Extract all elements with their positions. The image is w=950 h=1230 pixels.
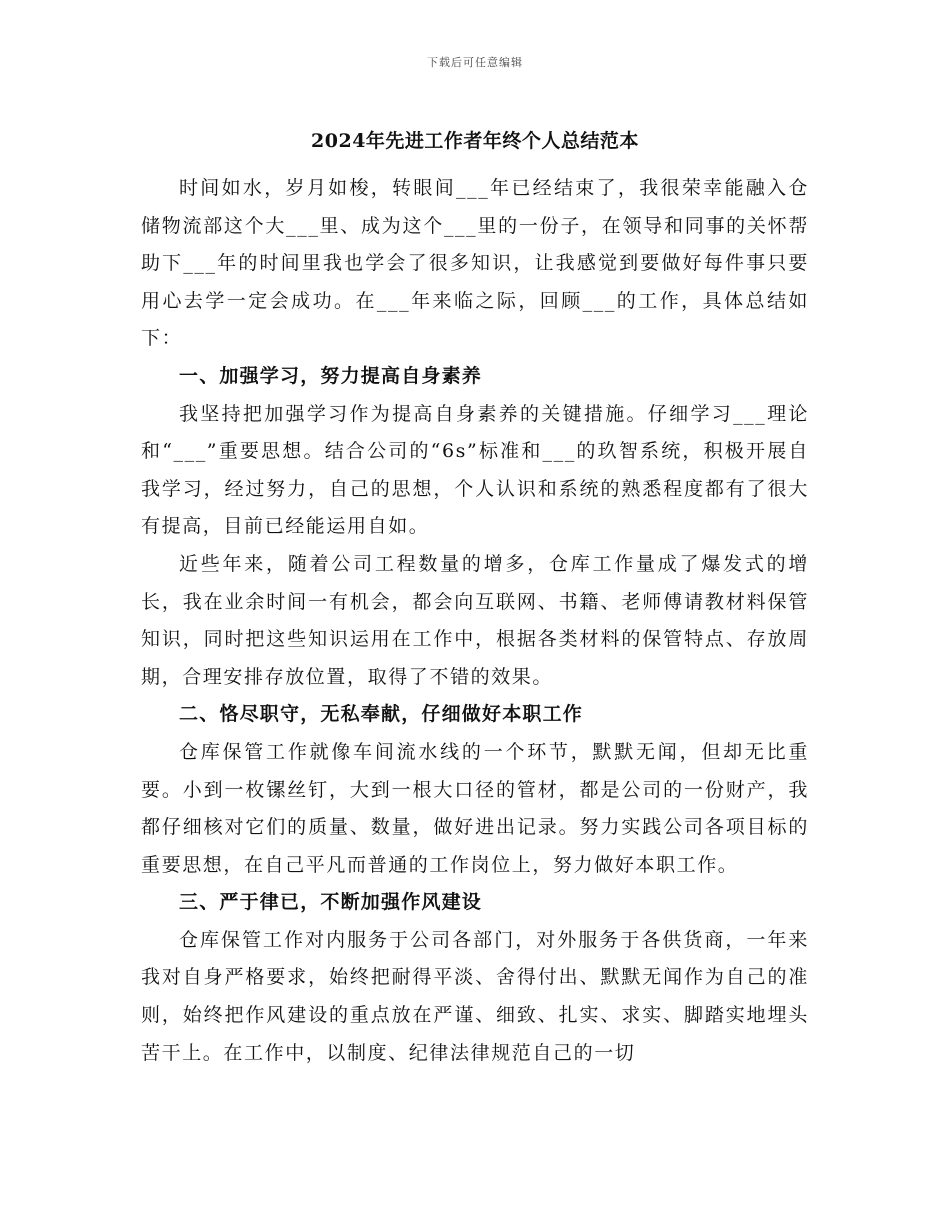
section-heading-1: 一、加强学习，努力提高自身素养 (179, 364, 483, 387)
header-note: 下载后可任意编辑 (427, 56, 523, 69)
section-2-paragraph-1: 仓库保管工作就像车间流水线的一个环节，默默无闻，但却无比重要。小到一枚镙丝钉，大到一根大口径的管材，都是公司的一份财产，我都仔细核对它们的质量、数量，做好进出记录。努力实践公司各项目标的重要思想，在自己平凡而普通的工作岗位上，努力做好本职工作。 (141, 740, 809, 876)
document-title: 2024年先进工作者年终个人总结范本 (311, 130, 639, 152)
section-heading-3: 三、严于律已，不断加强作风建设 (179, 891, 483, 914)
document-body (141, 170, 809, 1072)
section-3-paragraph-1: 仓库保管工作对内服务于公司各部门，对外服务于各供货商，一年来我对自身严格要求，始终把耐得平淡、舍得付出、默默无闻作为自己的准则，始终把作风建设的重点放在严谨、细致、扎实、求实、脚踏实地埋头苦干上。在工作中，以制度、纪律法律规范自己的一切 (141, 928, 809, 1064)
section-heading-2: 二、恪尽职守，无私奉献，仔细做好本职工作 (179, 703, 584, 726)
section-1-paragraph-1: 我坚持把加强学习作为提高自身素养的关键措施。仔细学习___理论和“___”重要思想。结合公司的“6s”标准和___的玖智系统，积极开展自我学习，经过努力，自己的思想，个人认识和系统的熟悉程度都有了很大有提高，目前已经能运用自如。 (141, 402, 809, 538)
intro-paragraph: 时间如水，岁月如梭，转眼间___年已经结束了，我很荣幸能融入仓储物流部这个大___里、成为这个___里的一份子，在领导和同事的关怀帮助下___年的时间里我也学会了很多知识，让我感觉到要做好每件事只要用心去学一定会成功。在___年来临之际，回顾___的工作，具体总结如下： (141, 177, 809, 350)
section-1-paragraph-2: 近些年来，随着公司工程数量的增多，仓库工作量成了爆发式的增长，我在业余时间一有机会，都会向互联网、书籍、老师傅请教材料保管知识，同时把这些知识运用在工作中，根据各类材料的保管特点、存放周期，合理安排存放位置，取得了不错的效果。 (141, 552, 809, 688)
